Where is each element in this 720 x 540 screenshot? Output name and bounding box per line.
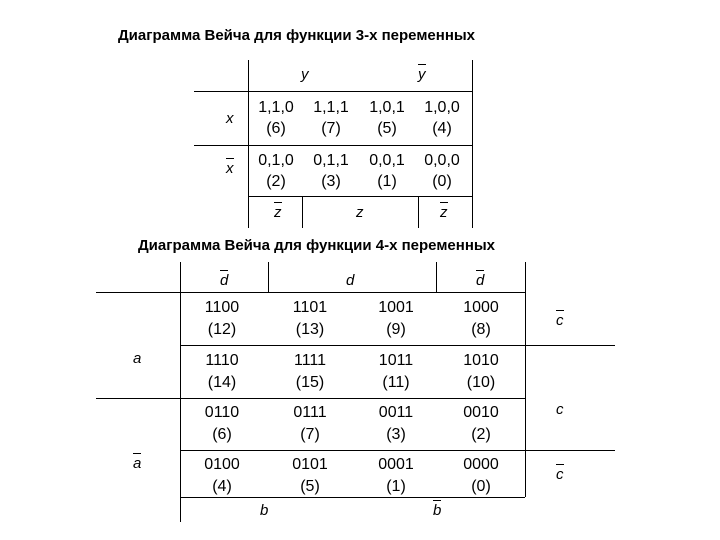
d3-vline-left [248, 60, 249, 228]
d4-vline-left [180, 262, 181, 522]
d4-cell: 1111 (15) [293, 352, 327, 391]
d4-bottom-label-b: b [260, 502, 269, 519]
d3-cell: 1,0,1 (5) [369, 99, 405, 137]
d4-cell: 0001 (1) [378, 456, 414, 495]
d3-row-label-x: x [226, 110, 234, 127]
d3-col-label-y-bar: y [418, 66, 426, 83]
d4-vline-d-right [436, 262, 437, 292]
d3-cell: 0,0,1 (1) [369, 152, 405, 190]
d3-hline-mid [194, 145, 472, 146]
d3-row-label-x-bar: x [226, 160, 234, 177]
d3-cell: 1,1,0 (6) [258, 99, 294, 137]
d4-right-label-c-bar-bottom: c [556, 466, 564, 483]
d3-vline-right [472, 60, 473, 228]
d3-cell: 0,1,1 (3) [313, 152, 349, 190]
d4-cell: 0011 (3) [378, 404, 414, 443]
d4-bottom-label-b-bar: b [433, 502, 442, 519]
d3-bottom-label-z-bar-left: z [274, 204, 282, 221]
d4-top-label-d-bar-left: d [220, 272, 229, 289]
d3-cell: 1,0,0 (4) [424, 99, 460, 137]
diagram3-title: Диаграмма Вейча для функции 3-х переменных [118, 27, 476, 44]
d4-cell: 0110 (6) [204, 404, 240, 443]
d3-bottom-label-z: z [356, 204, 364, 221]
d4-hline-row2 [96, 398, 525, 399]
d3-bottom-label-z-bar-right: z [440, 204, 448, 221]
d4-cell: 1001 (9) [378, 299, 414, 338]
d4-right-label-c: c [556, 401, 564, 418]
d4-cell: 1100 (12) [204, 299, 240, 338]
d4-top-label-d-bar-right: d [476, 272, 485, 289]
diagram4-title: Диаграмма Вейча для функции 4-х переменных [138, 237, 496, 254]
d4-cell: 1000 (8) [463, 299, 499, 338]
d4-cell: 0010 (2) [463, 404, 499, 443]
d4-cell: 0000 (0) [463, 456, 499, 495]
d4-top-label-d: d [346, 272, 355, 289]
d3-hline-bottom [248, 196, 472, 197]
d4-left-label-a-bar: a [133, 455, 142, 472]
d4-vline-right [525, 262, 526, 497]
d3-cell: 1,1,1 (7) [313, 99, 349, 137]
d4-vline-d-left [268, 262, 269, 292]
d4-cell: 1110 (14) [205, 352, 239, 391]
d3-cell: 0,0,0 (0) [424, 152, 460, 190]
d3-col-label-y: y [301, 66, 309, 83]
d4-cell: 1011 (11) [378, 352, 414, 391]
d4-hline-row3 [180, 450, 615, 451]
d4-cell: 0111 (7) [293, 404, 327, 443]
d4-hline-header [96, 292, 525, 293]
d4-cell: 1010 (10) [463, 352, 499, 391]
d4-cell: 0101 (5) [292, 456, 328, 495]
d4-left-label-a: a [133, 350, 142, 367]
d4-cell: 1101 (13) [292, 299, 328, 338]
d3-vline-z-right [418, 196, 419, 228]
d4-right-label-c-bar-top: c [556, 312, 564, 329]
d3-vline-z-left [302, 196, 303, 228]
d3-hline-header [194, 91, 472, 92]
d4-hline-row1 [180, 345, 615, 346]
d4-cell: 0100 (4) [204, 456, 240, 495]
d3-cell: 0,1,0 (2) [258, 152, 294, 190]
